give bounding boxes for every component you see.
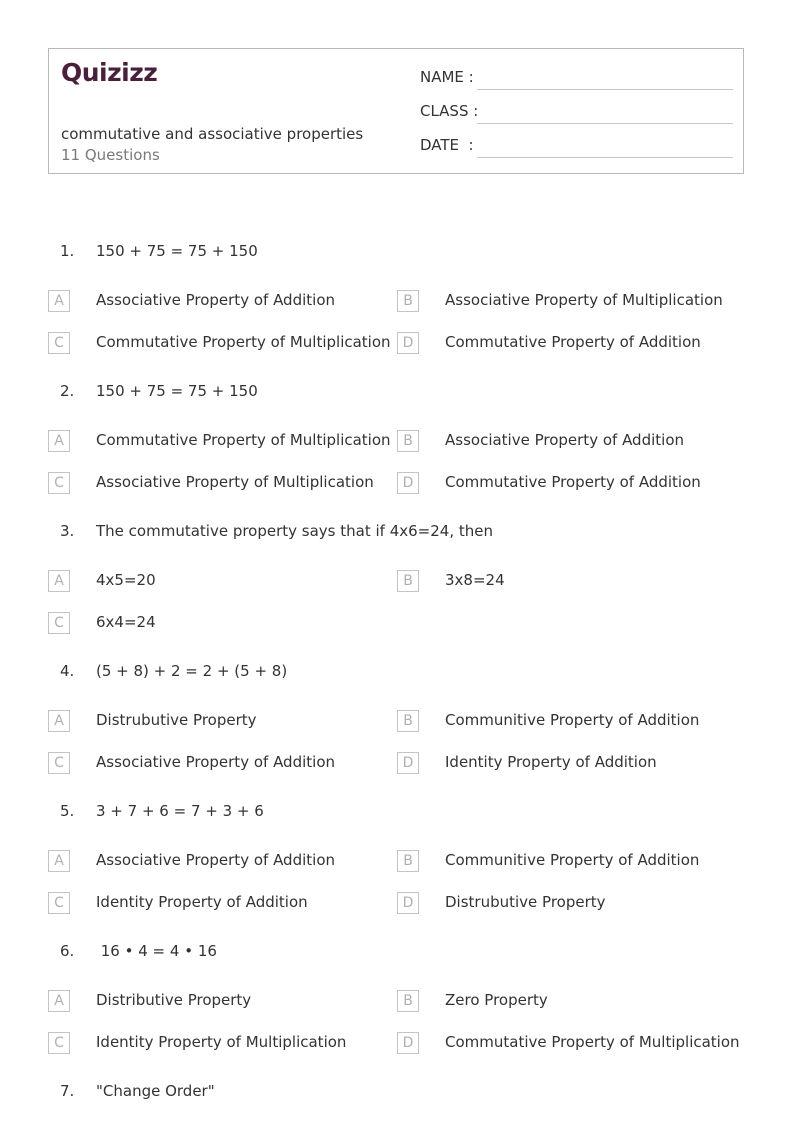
name-line (477, 89, 733, 90)
option-letter-box: B (397, 290, 419, 312)
option-text: 6x4=24 (96, 613, 156, 631)
question-text: 16 • 4 = 4 • 16 (96, 942, 217, 960)
question-text: The commutative property says that if 4x6=24, then (96, 522, 493, 540)
option-text: Commutative Property of Multiplication (96, 333, 391, 351)
name-label: NAME : (420, 68, 474, 86)
question-number: 7. (60, 1082, 75, 1100)
option-letter-box: B (397, 570, 419, 592)
option-letter-box: A (48, 850, 70, 872)
quizizz-logo: Quizizz (61, 58, 158, 87)
question-text: 3 + 7 + 6 = 7 + 3 + 6 (96, 802, 264, 820)
option-text: 4x5=20 (96, 571, 156, 589)
option-text: Commutative Property of Multiplication (96, 431, 391, 449)
option-letter-box: D (397, 472, 419, 494)
option-letter-box: C (48, 892, 70, 914)
question-text: "Change Order" (96, 1082, 215, 1100)
option-text: Commutative Property of Addition (445, 473, 701, 491)
option-text: Commutative Property of Addition (445, 333, 701, 351)
question-number: 6. (60, 942, 75, 960)
option-text: Associative Property of Multiplication (96, 473, 374, 491)
question-number: 2. (60, 382, 75, 400)
class-line (477, 123, 733, 124)
question-text: 150 + 75 = 75 + 150 (96, 242, 258, 260)
option-text: Distrubutive Property (445, 893, 606, 911)
option-letter-box: C (48, 472, 70, 494)
option-text: 3x8=24 (445, 571, 505, 589)
option-text: Communitive Property of Addition (445, 711, 700, 729)
option-text: Associative Property of Multiplication (445, 291, 723, 309)
option-letter-box: D (397, 892, 419, 914)
date-label: DATE : (420, 136, 474, 154)
question-number: 1. (60, 242, 75, 260)
option-letter-box: B (397, 850, 419, 872)
option-text: Associative Property of Addition (96, 753, 336, 771)
option-letter-box: D (397, 332, 419, 354)
option-text: Distributive Property (96, 991, 252, 1009)
option-text: Identity Property of Multiplication (96, 1033, 347, 1051)
date-line (477, 157, 733, 158)
option-text: Zero Property (445, 991, 548, 1009)
option-text: Commutative Property of Multiplication (445, 1033, 740, 1051)
option-letter-box: B (397, 990, 419, 1012)
question-number: 5. (60, 802, 75, 820)
option-text: Associative Property of Addition (96, 291, 336, 309)
option-letter-box: B (397, 710, 419, 732)
option-text: Distrubutive Property (96, 711, 257, 729)
option-text: Associative Property of Addition (445, 431, 685, 449)
worksheet-title: commutative and associative properties (61, 125, 364, 143)
worksheet-header (48, 48, 744, 174)
option-text: Identity Property of Addition (96, 893, 308, 911)
question-text: (5 + 8) + 2 = 2 + (5 + 8) (96, 662, 288, 680)
question-number: 4. (60, 662, 75, 680)
option-letter-box: A (48, 710, 70, 732)
option-letter-box: C (48, 612, 70, 634)
question-text: 150 + 75 = 75 + 150 (96, 382, 258, 400)
class-label: CLASS : (420, 102, 479, 120)
option-letter-box: B (397, 430, 419, 452)
option-letter-box: D (397, 1032, 419, 1054)
question-count: 11 Questions (61, 146, 160, 164)
option-letter-box: C (48, 1032, 70, 1054)
option-letter-box: C (48, 752, 70, 774)
option-letter-box: A (48, 430, 70, 452)
option-letter-box: C (48, 332, 70, 354)
question-number: 3. (60, 522, 75, 540)
option-letter-box: A (48, 570, 70, 592)
option-text: Communitive Property of Addition (445, 851, 700, 869)
option-text: Identity Property of Addition (445, 753, 657, 771)
option-letter-box: D (397, 752, 419, 774)
option-letter-box: A (48, 990, 70, 1012)
option-letter-box: A (48, 290, 70, 312)
option-text: Associative Property of Addition (96, 851, 336, 869)
